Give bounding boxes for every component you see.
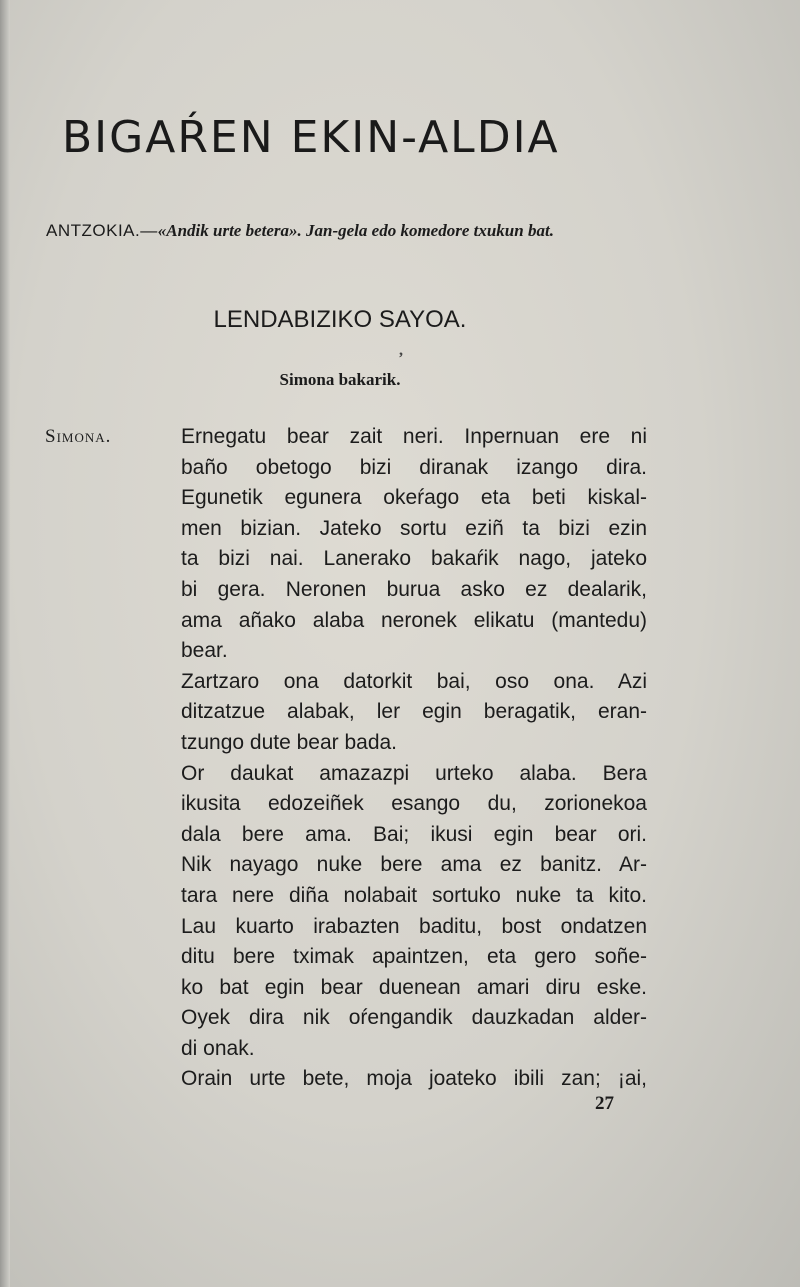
dialogue-block xyxy=(181,422,647,1095)
chapter-title: BIGAŔEN EKIN-ALDIA xyxy=(62,112,560,163)
scene-setting-description: «Andik urte betera». Jan-gela edo komedore txukun bat. xyxy=(157,221,554,240)
dialogue-line: Egunetik egunera okeŕago eta beti kiskal- xyxy=(181,486,647,510)
dialogue-line: ditu bere tximak apaintzen, eta gero soñe- xyxy=(181,945,647,969)
dialogue-line: men bizian. Jateko sortu eziñ ta bizi ezin xyxy=(181,516,647,540)
dialogue-line: bear. xyxy=(181,639,228,663)
dialogue-line: ta bizi nai. Lanerako bakaŕik nago, jateko xyxy=(181,547,647,571)
dialogue-line: ko bat egin bear duenean amari diru eske. xyxy=(181,975,647,999)
dialogue-line: tzungo dute bear bada. xyxy=(181,730,398,754)
speaker-name: Simona. xyxy=(45,426,112,447)
dialogue-line: Lau kuarto irabazten baditu, bost ondatzen xyxy=(181,914,647,938)
dialogue-line: Ernegatu bear zait neri. Inpernuan ere ni xyxy=(181,425,647,448)
speaker-note xyxy=(0,370,680,390)
stage-mark: , xyxy=(399,342,403,359)
dialogue-line: bi gera. Neronen burua asko ez dealarik, xyxy=(181,577,647,601)
dialogue-line: ikusita edozeiñek esango du, zorionekoa xyxy=(181,792,647,816)
page-spine-shadow xyxy=(0,0,10,1287)
dialogue-line: ama añako alaba neronek elikatu (mantedu) xyxy=(181,608,647,632)
dialogue-line: ditzatzue alabak, ler egin beragatik, eran- xyxy=(181,700,647,724)
dialogue-line: dala bere ama. Bai; ikusi egin bear ori. xyxy=(181,822,647,846)
dialogue-line: Oyek dira nik oŕengandik dauzkadan alder- xyxy=(181,1006,647,1030)
dialogue-line: Nik nayago nuke bere ama ez banitz. Ar- xyxy=(181,853,647,877)
scene-heading-text: LENDABIZIKO SAYOA. xyxy=(213,306,467,333)
dialogue-line: di onak. xyxy=(181,1036,255,1060)
dialogue-line: Orain urte bete, moja joateko ibili zan; ¡ai, xyxy=(181,1067,647,1091)
scene-setting xyxy=(46,216,651,246)
scene-heading xyxy=(0,306,680,334)
page-number: 27 xyxy=(595,1093,614,1114)
speaker-note-text: Simona bakarik. xyxy=(279,370,401,389)
scene-setting-label: ANTZOKIA.— xyxy=(46,221,158,240)
dialogue-line: tara nere diña nolabait sortuko nuke ta kito. xyxy=(181,883,647,907)
dialogue-line: baño obetogo bizi diranak izango dira. xyxy=(181,455,647,479)
dialogue-line: Zartzaro ona datorkit bai, oso ona. Azi xyxy=(181,669,647,693)
dialogue-line: Or daukat amazazpi urteko alaba. Bera xyxy=(181,761,647,785)
